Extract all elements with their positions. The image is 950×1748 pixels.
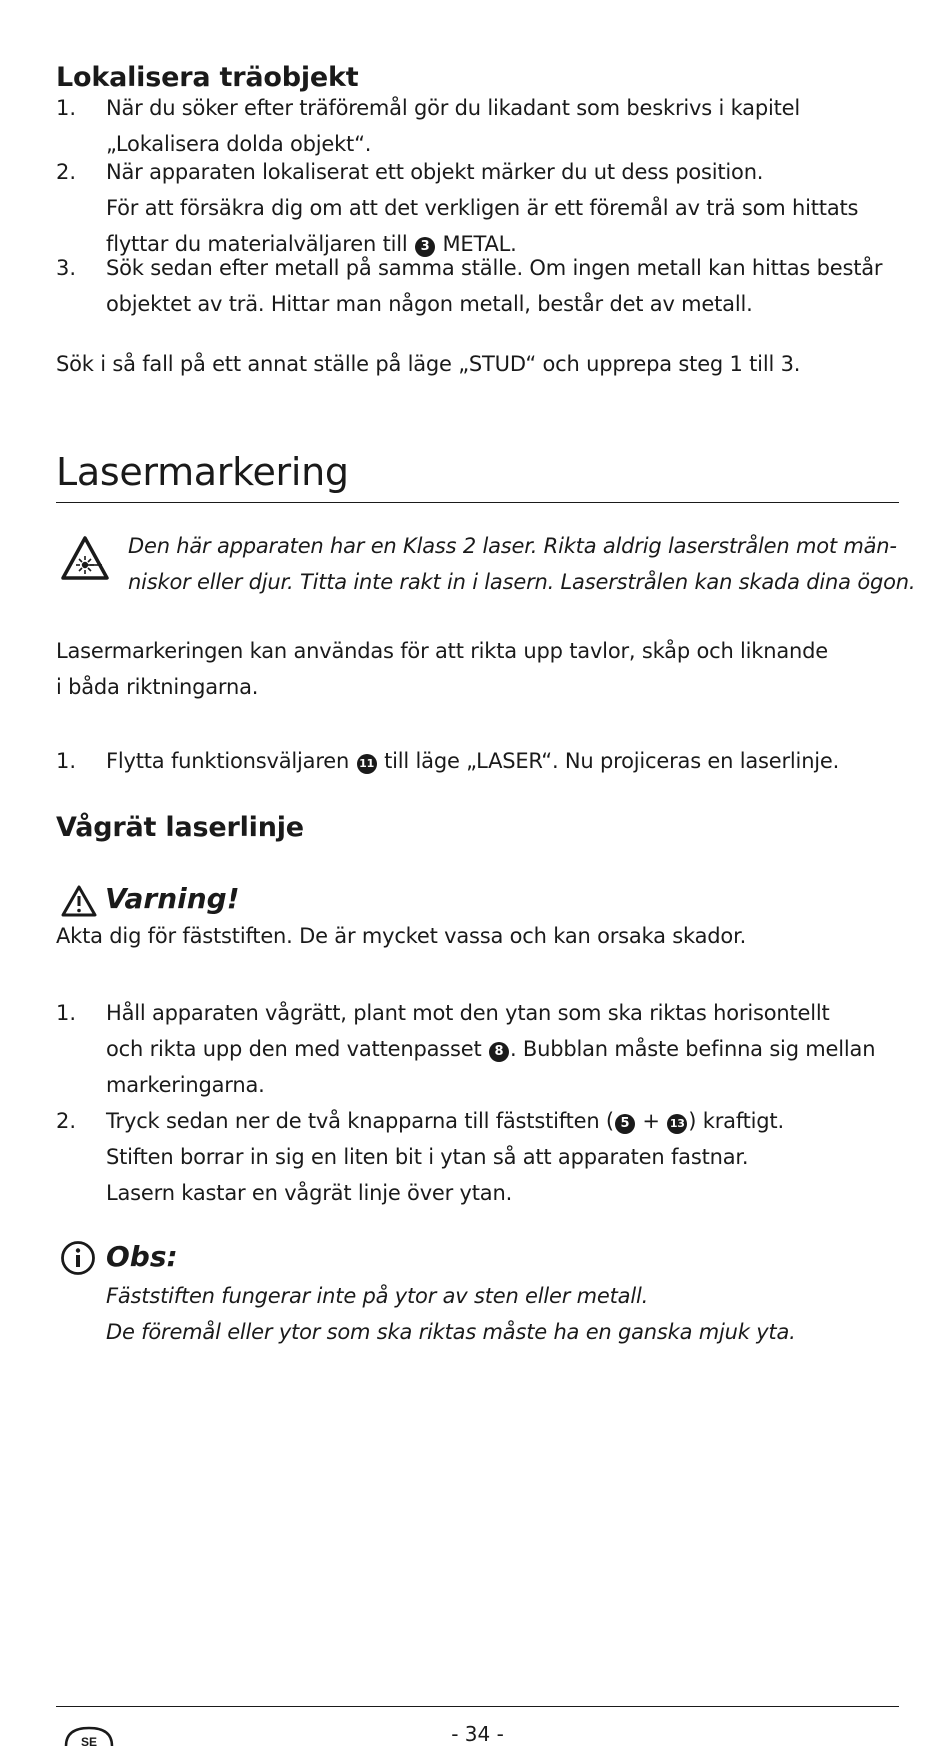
list-item: [106, 743, 839, 779]
list-item-text: . Bubblan måste befinna sig mellan: [509, 1037, 876, 1061]
obs-line: Fäststiften fungerar inte på ytor av sten eller metall.: [106, 1284, 649, 1308]
list-number: 2.: [56, 160, 77, 184]
list-item-line: [106, 1103, 784, 1139]
list-item: [106, 90, 800, 162]
laser-warning-text: [128, 528, 915, 600]
list-item-line: markeringarna.: [106, 1073, 265, 1097]
heading-horizontal-laser: Vågrät laserlinje: [56, 812, 304, 843]
list-number: 1.: [56, 749, 77, 773]
list-item: [106, 154, 858, 262]
paragraph-line: i båda riktningarna.: [56, 675, 259, 699]
warning-title: Varning!: [105, 882, 240, 915]
laser-warning-line: niskor eller djur. Titta inte rakt in i lasern. Laserstrålen kan skada dina ögon.: [128, 570, 916, 594]
number-badge-3: 3: [415, 237, 435, 257]
number-badge-13: 13: [667, 1114, 687, 1134]
warning-text: Akta dig för fäststiften. De är mycket vassa och kan orsaka skador.: [56, 924, 747, 948]
list-item-line: „Lokalisera dolda objekt“.: [106, 132, 372, 156]
list-number: 2.: [56, 1109, 77, 1133]
heading-locate-wood: Lokalisera träobjekt: [56, 62, 359, 93]
list-item-line: När apparaten lokaliserat ett objekt märker du ut dess position.: [106, 160, 764, 184]
list-item-text: ) kraftigt.: [688, 1109, 784, 1133]
warning-icon: [60, 884, 98, 918]
list-item-line: objektet av trä. Hittar man någon metall, består det av metall.: [106, 292, 753, 316]
heading-rule: [56, 502, 899, 503]
obs-line: De föremål eller ytor som ska riktas måste ha en ganska mjuk yta.: [106, 1320, 796, 1344]
language-code: SE: [80, 1735, 98, 1748]
list-item-line: Stiften borrar in sig en liten bit i ytan så att apparaten fastnar.: [106, 1145, 749, 1169]
list-item-text: Flytta funktionsväljaren: [106, 749, 350, 773]
list-item-text: till läge „LASER“. Nu projiceras en laserlinje.: [384, 749, 840, 773]
plus-sign: +: [642, 1109, 660, 1133]
list-item: [106, 1103, 784, 1211]
number-badge-5: 5: [615, 1114, 635, 1134]
page-number: - 34 -: [451, 1722, 504, 1746]
list-number: 1.: [56, 96, 77, 120]
list-item: [106, 250, 882, 322]
list-item-line: Lasern kastar en vågrät linje över ytan.: [106, 1181, 513, 1205]
list-item-line: Håll apparaten vågrätt, plant mot den ytan som ska riktas horisontellt: [106, 1001, 830, 1025]
footer-rule: [56, 1706, 899, 1707]
list-item-line: När du söker efter träföremål gör du likadant som beskrivs i kapitel: [106, 96, 801, 120]
laser-warning-icon: [60, 535, 110, 581]
list-item: [106, 995, 875, 1103]
number-badge-8: 8: [489, 1042, 509, 1062]
list-item-text: METAL.: [442, 232, 517, 256]
list-item-line: För att försäkra dig om att det verkligen är ett föremål av trä som hittats: [106, 196, 859, 220]
paragraph-note: Sök i så fall på ett annat ställe på läge „STUD“ och upprepa steg 1 till 3.: [56, 352, 801, 376]
number-badge-11: 11: [357, 754, 377, 774]
obs-text: [106, 1278, 796, 1350]
list-item-text: Tryck sedan ner de två knapparna till fäststiften (: [106, 1109, 614, 1133]
list-number: 1.: [56, 1001, 77, 1025]
laser-warning-line: Den här apparaten har en Klass 2 laser. Rikta aldrig laserstrålen mot män-: [128, 534, 897, 558]
paragraph-intro: [56, 633, 828, 705]
list-item-line: [106, 1031, 875, 1067]
obs-title: Obs:: [106, 1240, 178, 1273]
paragraph-line: Lasermarkeringen kan användas för att rikta upp tavlor, skåp och liknande: [56, 639, 829, 663]
list-item-text: flyttar du materialväljaren till: [106, 232, 408, 256]
heading-laser-marking: Lasermarkering: [56, 450, 349, 494]
list-item-line: Sök sedan efter metall på samma ställe. Om ingen metall kan hittas består: [106, 256, 883, 280]
manual-page: [56, 0, 916, 1748]
list-number: 3.: [56, 256, 77, 280]
info-icon: [60, 1240, 96, 1276]
list-item-text: och rikta upp den med vattenpasset: [106, 1037, 482, 1061]
